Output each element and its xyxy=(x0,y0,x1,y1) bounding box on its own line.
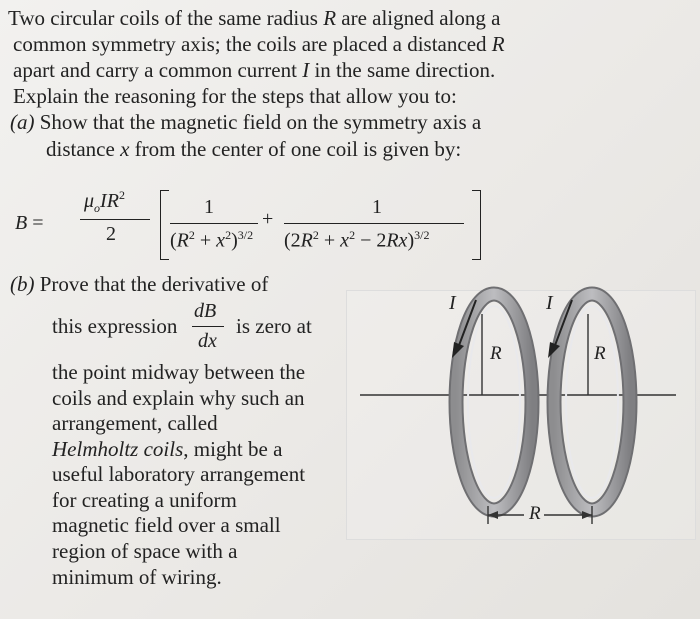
derivative-denominator: dx xyxy=(198,330,217,352)
helmholtz-diagram xyxy=(346,284,700,544)
formula-prefactor-denominator: 2 xyxy=(106,223,116,245)
part-b-rest-1: the point midway between the xyxy=(52,360,306,384)
part-a-text-1: Show that the magnetic field on the symmetry axis a xyxy=(39,110,482,134)
formula-term1-denominator: $(R^2 + x^2)^{3/2}$ xyxy=(170,228,254,252)
left-radius-label: R xyxy=(490,343,502,364)
part-a-line-2: distance x from the center of one coil is given by: xyxy=(46,137,462,161)
part-b-rest-8: region of space with a xyxy=(52,539,238,563)
part-b-rest-4: Helmholtz coils, might be a xyxy=(52,437,283,461)
intro-line-1: Two circular coils of the same radius R are aligned along a xyxy=(8,6,501,30)
separation-label: R xyxy=(529,503,541,524)
formula-prefactor-numerator: $\mu_oIR^2$ xyxy=(84,188,125,215)
formula-term1-bar xyxy=(170,223,258,224)
part-a-label: (a) xyxy=(10,110,35,134)
part-b-rest-2: coils and explain why such an xyxy=(52,386,305,410)
part-b-rest-9: minimum of wiring. xyxy=(52,565,222,589)
part-b-rest-3: arrangement, called xyxy=(52,411,218,435)
formula-left-bracket xyxy=(160,190,169,260)
part-b-this-expression: this expression xyxy=(52,314,178,338)
part-b-rest-7: magnetic field over a small xyxy=(52,513,281,537)
right-radius-label: R xyxy=(594,343,606,364)
formula-prefactor-bar xyxy=(80,219,150,220)
formula-term2-denominator: $(2R^2 + x^2 - 2Rx)^{3/2}$ xyxy=(284,228,430,252)
part-b-label: (b) xyxy=(10,272,35,296)
left-coil xyxy=(456,294,532,510)
part-b-text-1: Prove that the derivative of xyxy=(39,272,269,296)
part-b-is-zero: is zero at xyxy=(236,314,312,338)
formula-term2-bar xyxy=(284,223,464,224)
formula-term1-numerator: 1 xyxy=(204,196,214,218)
derivative-numerator: dB xyxy=(194,300,217,322)
part-b-rest-5: useful laboratory arrangement xyxy=(52,462,306,486)
intro-line-3: apart and carry a common current I in the same direction. xyxy=(13,58,496,82)
part-a-line-1 xyxy=(10,110,481,134)
formula-lhs: B = xyxy=(15,212,44,234)
formula-right-bracket xyxy=(472,190,481,260)
formula-term2-numerator: 1 xyxy=(372,196,382,218)
part-b-rest-6: for creating a uniform xyxy=(52,488,237,512)
intro-line-4: Explain the reasoning for the steps that allow you to: xyxy=(13,84,457,108)
intro-line-2: common symmetry axis; the coils are placed a distanced R xyxy=(13,32,505,56)
derivative-bar xyxy=(192,326,224,327)
right-coil xyxy=(554,294,630,510)
part-b-line-1 xyxy=(10,272,268,296)
left-current-label: I xyxy=(449,292,456,314)
right-current-label: I xyxy=(546,292,553,314)
formula-plus: + xyxy=(262,208,274,230)
